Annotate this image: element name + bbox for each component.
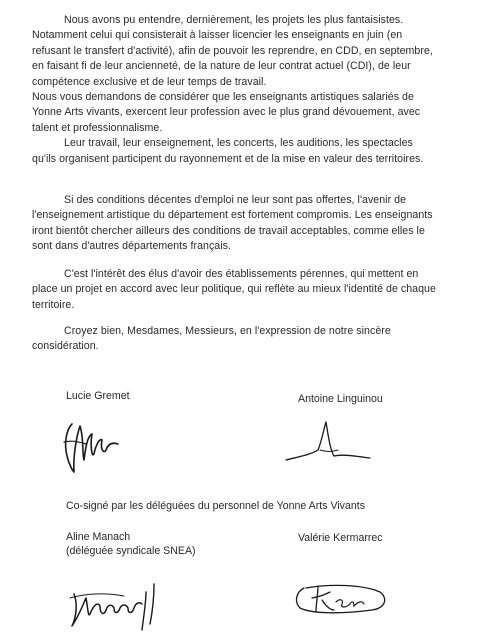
signatory-left-name: Lucie Gremet [66,390,130,402]
text-line: Croyez bien, Mesdames, Messieurs, en l'expression de notre sincère [64,325,391,337]
text-line: iront bientôt chercher ailleurs des conditions de travail acceptables, comme elles le [32,224,425,237]
signatory-right-name: Antoine Linguinou [298,393,383,405]
signature-bottom-right-image [292,578,392,618]
delegate-left-name: Aline Manach [66,531,131,543]
cosign-text: Co-signé par les déléguées du personnel de Yonne Arts Vivants [66,500,365,512]
signature-right-image [282,420,374,466]
text-line: considération. [32,340,99,353]
delegate-right-name: Valérie Kermarrec [298,532,383,544]
text-line: Yonne Arts vivants, exercent leur profession avec le plus grand dévouement, avec [32,106,421,119]
text-line: Si des conditions décentes d'emploi ne leur sont pas offertes, l'avenir de [64,194,407,206]
delegate-left-role: (déléguée syndicale SNEA) [66,545,196,557]
text-line: l'enseignement artistique du département est fortement compromis. Les enseignants [32,209,433,222]
signature-bottom-left-image [64,574,164,634]
text-line: Nous vous demandons de considérer que les enseignants artistiques salariés de [32,91,414,104]
text-line: talent et professionnalisme. [32,121,163,134]
text-line: C'est l'intérêt des élus d'avoir des établissements pérennes, qui mettent en [64,268,419,280]
text-line: place un projet en accord avec leur politique, qui reflète au mieux l'identité de chaque [32,283,436,296]
text-line: territoire. [32,298,75,311]
text-line: Notamment celui qui consisterait à laisser licencier les enseignants en juin (en [32,29,403,42]
paragraph-1 [32,13,464,167]
text-line: refusant le transfert d'activité), afin de pouvoir les reprendre, en CDD, en septembre, [32,44,433,57]
text-line: sont dans d'autres départements français. [32,240,231,253]
text-line: Leur travail, leur enseignement, les concerts, les auditions, les spectacles [64,137,413,150]
text-line: qu'ils organisent participent du rayonnement et de la mise en valeur des territoires. [32,152,424,165]
text-line: en faisant fi de leur ancienneté, de la nature de leur contrat actuel (CDI), de leur [32,60,411,73]
signature-left-image [58,414,122,474]
text-line: compétence exclusive et de leur temps de travail. [32,75,267,88]
paragraph-closing [32,324,464,355]
paragraph-3 [32,267,464,313]
paragraph-2 [32,193,464,255]
text-line: Nous avons pu entendre, dernièrement, les projets les plus fantaisistes. [64,14,404,26]
